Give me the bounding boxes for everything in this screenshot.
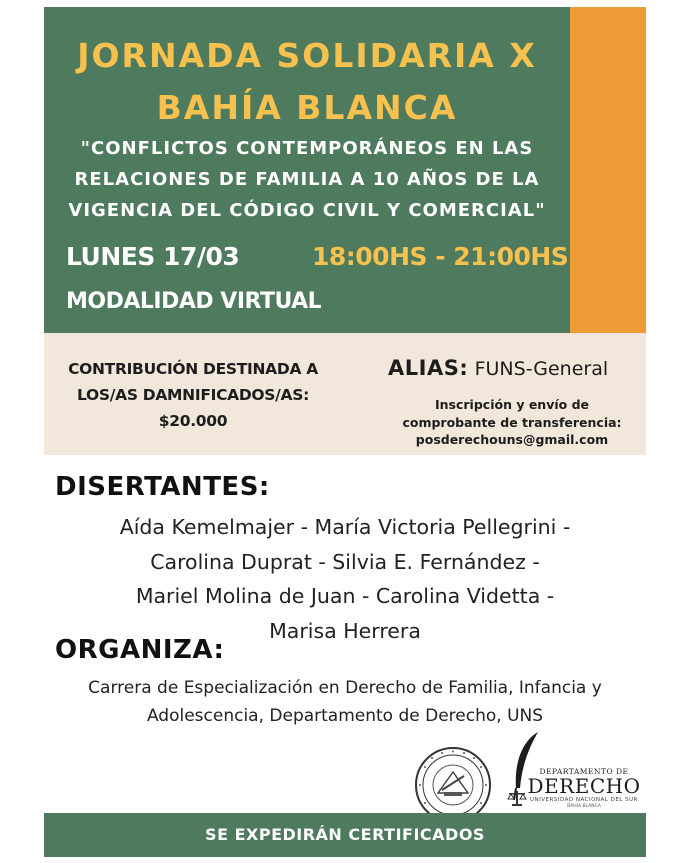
organizer-text bbox=[30, 674, 660, 730]
department-logo bbox=[524, 767, 644, 810]
certificates-footer: SE EXPEDIRÁN CERTIFICADOS bbox=[44, 813, 646, 857]
event-modality: MODALIDAD VIRTUAL bbox=[66, 289, 322, 314]
title-line: JORNADA SOLIDARIA X bbox=[77, 36, 537, 75]
contribution-line: CONTRIBUCIÓN DESTINADA A bbox=[68, 360, 318, 378]
department-logo-city: BAHIA BLANCA bbox=[567, 804, 601, 809]
department-logo-top: DEPARTAMENTO DE bbox=[539, 767, 629, 776]
department-logo-sub: UNIVERSIDAD NACIONAL DEL SUR bbox=[530, 797, 638, 803]
payment-alias bbox=[388, 353, 608, 384]
speakers-line: Mariel Molina de Juan - Carolina Videtta - bbox=[135, 584, 555, 608]
event-subtitle bbox=[44, 133, 570, 226]
speakers-line: Carolina Duprat - Silvia E. Fernández - bbox=[150, 549, 540, 574]
speakers-line: Marisa Herrera bbox=[269, 618, 421, 643]
inscription-line: comprobante de transferencia: bbox=[402, 414, 622, 430]
contribution-info bbox=[50, 356, 336, 434]
alias-label: ALIAS: bbox=[388, 356, 469, 380]
organizer-heading: ORGANIZA: bbox=[55, 635, 225, 665]
inscription-email[interactable]: posderechouns@gmail.com bbox=[415, 432, 609, 447]
subtitle-line: RELACIONES DE FAMILIA A 10 AÑOS DE LA bbox=[74, 169, 540, 190]
title-line: BAHÍA BLANCA bbox=[156, 88, 458, 127]
event-title bbox=[44, 30, 570, 134]
organizer-line: Adolescencia, Departamento de Derecho, UNS bbox=[146, 706, 544, 726]
alias-value: FUNS-General bbox=[474, 358, 609, 380]
inscription-info bbox=[386, 396, 638, 449]
subtitle-line: VIGENCIA DEL CÓDIGO CIVIL Y COMERCIAL" bbox=[68, 200, 546, 221]
organizer-line: Carrera de Especialización en Derecho de Familia, Infancia y bbox=[88, 678, 602, 698]
contribution-line: LOS/AS DAMNIFICADOS/AS: bbox=[77, 386, 309, 404]
event-time: 18:00HS - 21:00HS bbox=[312, 242, 569, 271]
speakers-list bbox=[44, 510, 646, 648]
orange-accent-bar bbox=[570, 7, 646, 333]
department-logo-main: DERECHO bbox=[527, 774, 641, 798]
event-date: LUNES 17/03 bbox=[66, 242, 240, 271]
subtitle-line: "CONFLICTOS CONTEMPORÁNEOS EN LAS bbox=[80, 138, 534, 159]
inscription-line: Inscripción y envío de bbox=[434, 397, 589, 412]
speakers-heading: DISERTANTES: bbox=[55, 472, 270, 502]
contribution-amount: $20.000 bbox=[158, 412, 228, 430]
speakers-line: Aída Kemelmajer - María Victoria Pellegrini - bbox=[119, 515, 571, 539]
